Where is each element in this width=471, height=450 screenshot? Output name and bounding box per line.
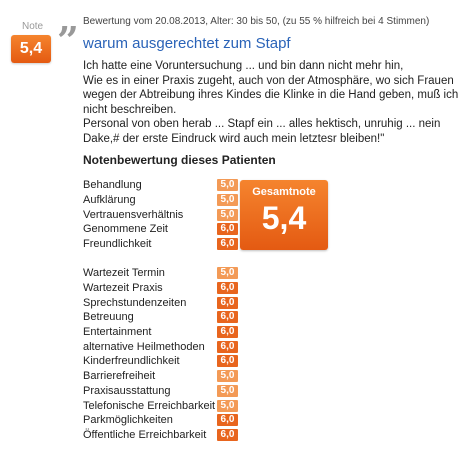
rating-label: Barrierefreiheit [83, 370, 156, 383]
rating-label: Telefonische Erreichbarkeit [83, 399, 216, 412]
rating-label: Parkmöglichkeiten [83, 414, 173, 427]
review-text-line: Wie es in einer Praxis zugeht, auch von der Atmosphäre, wo sich Frauen wegen der Abtreibung ihres Kindes die Klinke in die Hand geben, muß ich nicht beschreiben. [83, 74, 459, 116]
review-text-line: Personal von oben herab ... Stapf ein ... alles hektisch, unruhig ... nein Dake,# der erste Eindruck wird auch mein letztesr bleiben!" [83, 118, 441, 145]
rating-group-practice [83, 266, 238, 442]
review-text-line: Ich hatte eine Voruntersuchung ... und bin dann nicht mehr hin, [83, 60, 404, 72]
rating-label: Vertrauensverhältnis [83, 208, 184, 221]
rating-label: Wartezeit Termin [83, 267, 165, 280]
rating-label: Aufklärung [83, 194, 136, 207]
rating-value-badge: 6,0 [217, 414, 238, 426]
rating-row [83, 222, 238, 237]
overall-note-badge: 5,4 [11, 35, 51, 63]
review-meta: Bewertung vom 20.08.2013, Alter: 30 bis 50, (zu 55 % hilfreich bei 4 Stimmen) [83, 16, 430, 27]
rating-row [83, 398, 238, 413]
rating-value-badge: 6,0 [217, 326, 238, 338]
rating-row [83, 193, 238, 208]
total-note-label: Gesamtnote [252, 186, 316, 198]
rating-row [83, 266, 238, 281]
rating-label: Sprechstundenzeiten [83, 296, 187, 309]
total-note-value: 5,4 [261, 200, 307, 236]
rating-label: Wartezeit Praxis [83, 282, 163, 295]
rating-row [83, 237, 238, 252]
rating-label: alternative Heilmethoden [83, 340, 205, 353]
rating-value-badge: 5,0 [217, 370, 238, 382]
rating-label: Behandlung [83, 179, 142, 192]
rating-label: Öffentliche Erreichbarkeit [83, 428, 207, 441]
rating-value-badge: 6,0 [217, 282, 238, 294]
rating-value-badge: 5,0 [217, 400, 238, 412]
rating-value-badge: 6,0 [217, 223, 238, 235]
total-note-box [240, 180, 328, 250]
rating-value-badge: 6,0 [217, 429, 238, 441]
rating-label: Kinderfreundlichkeit [83, 355, 180, 368]
rating-label: Betreuung [83, 311, 134, 324]
quote-icon: ” [57, 18, 79, 63]
rating-row [83, 295, 238, 310]
rating-row [83, 339, 238, 354]
rating-label: Freundlichkeit [83, 238, 152, 251]
ratings-section-title: Notenbewertung dieses Patienten [83, 153, 276, 167]
rating-group-treatment [83, 178, 238, 251]
rating-row [83, 354, 238, 369]
rating-label: Praxisausstattung [83, 384, 171, 397]
rating-label: Genommene Zeit [83, 223, 168, 236]
rating-row [83, 178, 238, 193]
rating-row [83, 369, 238, 384]
rating-value-badge: 5,0 [217, 385, 238, 397]
rating-label: Entertainment [83, 326, 152, 339]
rating-row [83, 384, 238, 399]
rating-value-badge: 6,0 [217, 238, 238, 250]
rating-row [83, 207, 238, 222]
rating-value-badge: 6,0 [217, 355, 238, 367]
rating-value-badge: 5,0 [217, 209, 238, 221]
review-text [83, 59, 468, 146]
rating-row [83, 310, 238, 325]
rating-value-badge: 6,0 [217, 311, 238, 323]
rating-row [83, 325, 238, 340]
rating-value-badge: 5,0 [217, 179, 238, 191]
rating-value-badge: 6,0 [217, 341, 238, 353]
rating-value-badge: 5,0 [217, 267, 238, 279]
rating-value-badge: 5,0 [217, 194, 238, 206]
rating-row [83, 428, 238, 443]
note-label: Note [22, 21, 44, 32]
review-title[interactable]: warum ausgerechtet zum Stapf [83, 35, 291, 52]
rating-row [83, 281, 238, 296]
rating-value-badge: 6,0 [217, 297, 238, 309]
rating-row [83, 413, 238, 428]
